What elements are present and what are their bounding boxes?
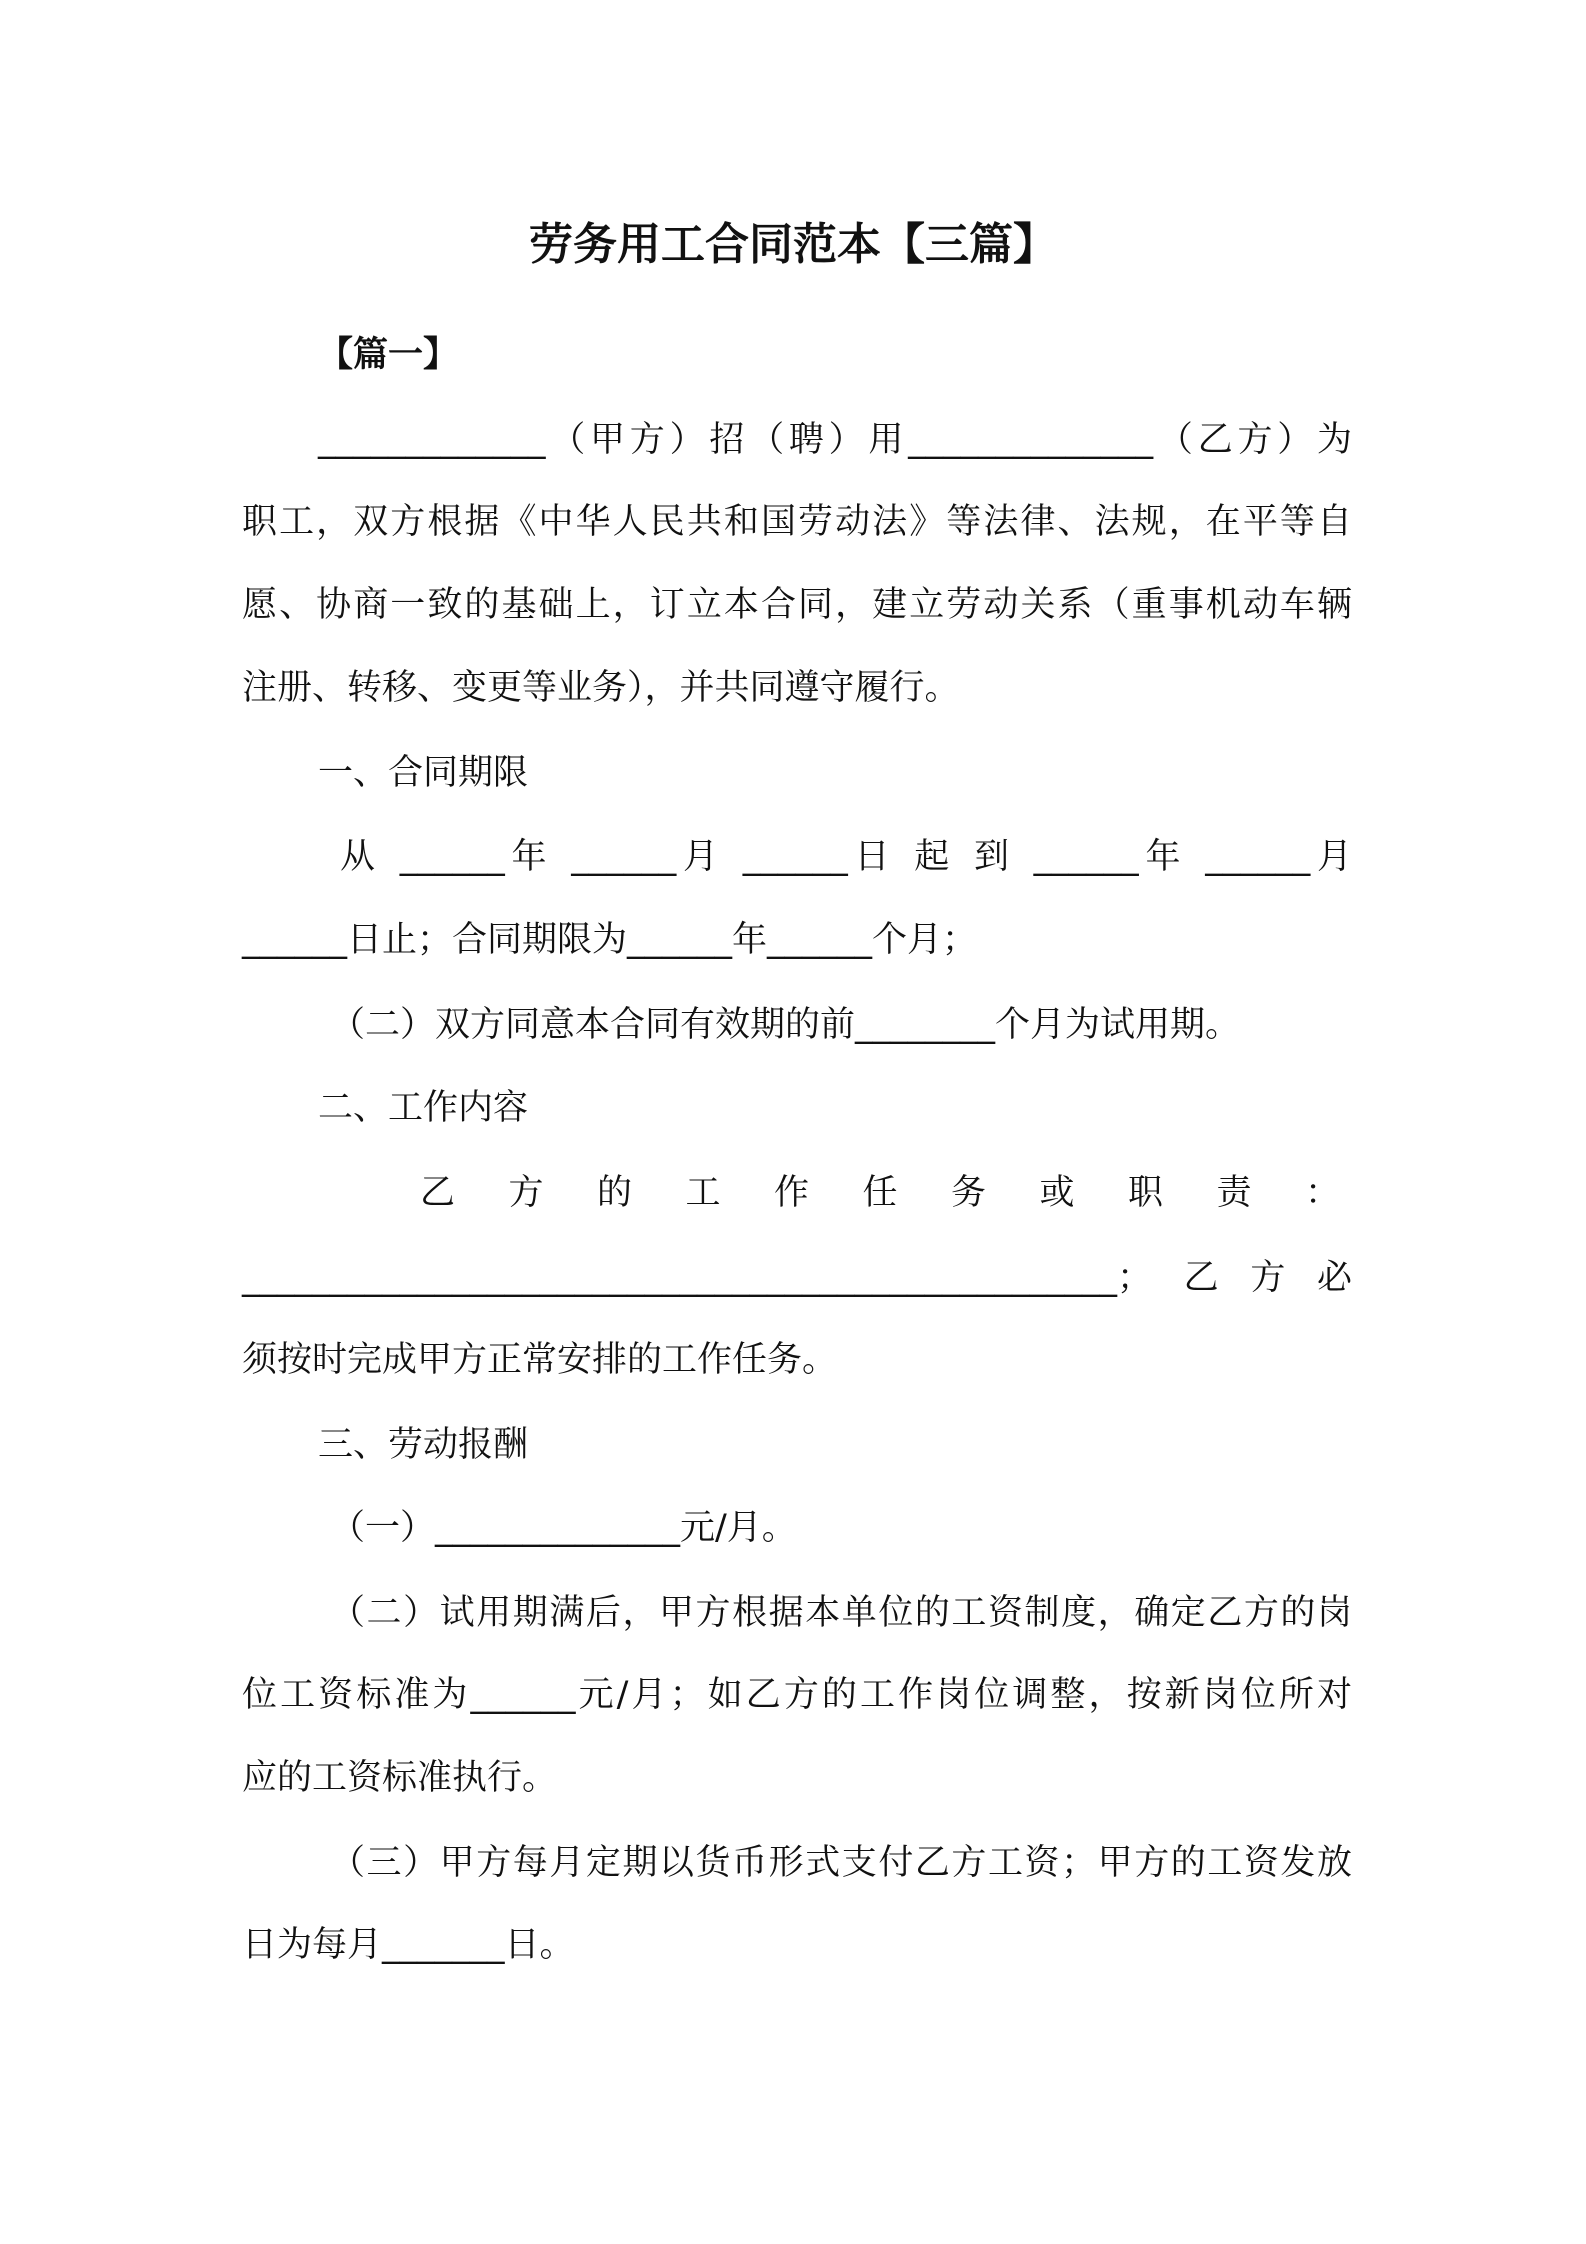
paragraph-line: 须按时完成甲方正常安排的工作任务。 [242, 1340, 838, 1380]
document-title: 劳务用工合同范本【三篇】 [529, 219, 1057, 270]
section-heading: 一、合同期限 [318, 753, 529, 793]
section-heading: 三、劳动报酬 [318, 1425, 529, 1465]
paragraph-line: _____________（甲方）招（聘）用______________（乙方）为 [318, 420, 1352, 460]
paragraph-line: ______日止；合同期限为______年______个月； [242, 920, 978, 960]
paragraph-line: 乙 方 的 工 作 任 务 或 职 责 ： [420, 1173, 1340, 1213]
paragraph-line: 愿、协商一致的基础上，订立本合同，建立劳动关系（重事机动车辆 [242, 585, 1352, 625]
paragraph-line: 从 ______年 ______月 ______日 起 到 ______年 ______月 [340, 837, 1352, 877]
paragraph-line: （二）试用期满后，甲方根据本单位的工资制度，确定乙方的岗 [330, 1593, 1352, 1633]
paragraph-line: 职工，双方根据《中华人民共和国劳动法》等法律、法规，在平等自 [242, 502, 1352, 542]
paragraph-line: 注册、转移、变更等业务），并共同遵守履行。 [242, 668, 960, 708]
paragraph-line: （三）甲方每月定期以货币形式支付乙方工资；甲方的工资发放 [330, 1843, 1352, 1883]
paragraph-line: （二）双方同意本合同有效期的前________个月为试用期。 [330, 1005, 1241, 1045]
section-label: 【篇一】 [318, 335, 459, 375]
paragraph-line: 位工资标准为______元/月；如乙方的工作岗位调整，按新岗位所对 [242, 1675, 1352, 1715]
section-heading: 二、工作内容 [318, 1088, 529, 1128]
paragraph-line: 应的工资标准执行。 [242, 1758, 558, 1798]
paragraph-line: （一）______________元/月。 [330, 1508, 797, 1548]
paragraph-line: __________________________________________________；乙方必 [242, 1258, 1352, 1298]
paragraph-line: 日为每月_______日。 [242, 1925, 575, 1965]
